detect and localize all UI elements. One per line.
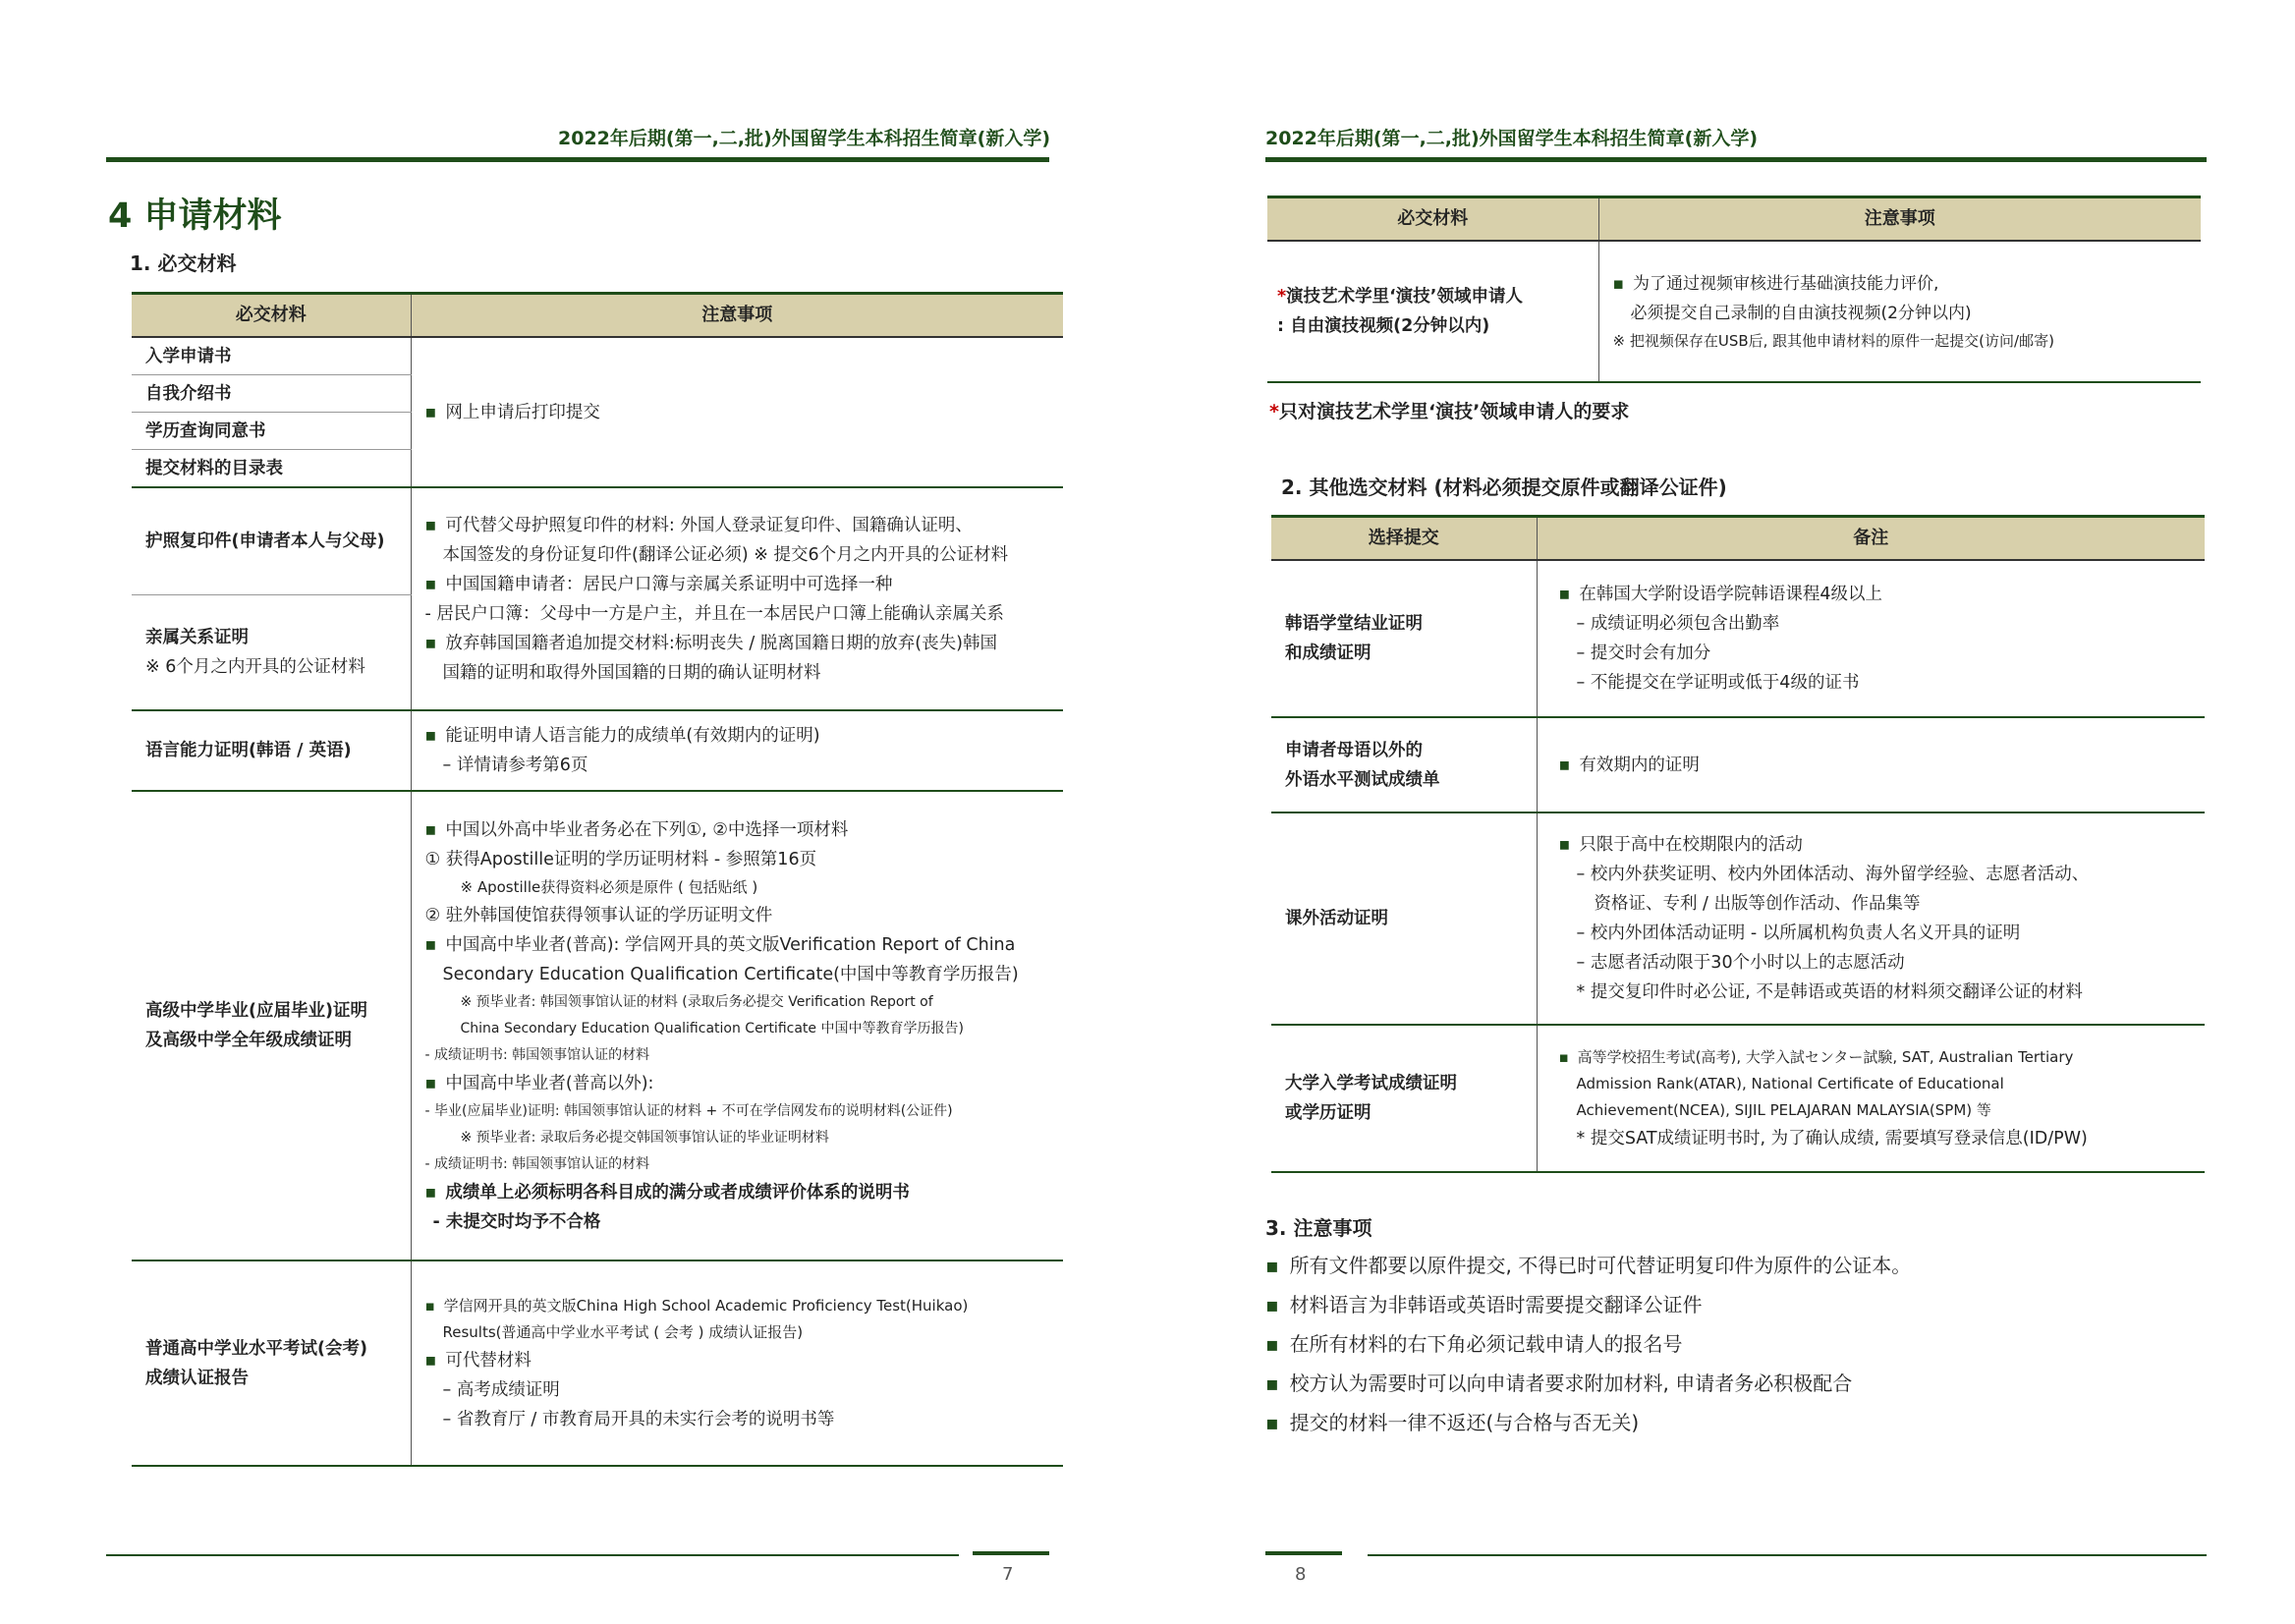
note-line: ▪ 学信网开具的英文版China High School Academic Proficiency Test(Huikao) — [425, 1293, 1064, 1319]
note-line: Results(普通高中学业水平考试 ( 会考 ) 成绩认证报告) — [442, 1322, 804, 1341]
table-header-row — [1267, 197, 2201, 242]
note-line: Admission Rank(ATAR), National Certificate of Educational — [1576, 1074, 2004, 1092]
note-line: 资格证、专利 / 出版等创作活动、作品集等 — [1594, 894, 1921, 914]
note-line: ▪ 为了通过视频审核进行基础演技能力评价, — [1613, 269, 2202, 299]
doc-materials-index: 提交材料的目录表 — [132, 450, 411, 488]
korean-label: 韩语学堂结业证明 — [1285, 614, 1423, 634]
huikao-label-cell — [132, 1260, 411, 1466]
list-item: ▪ 所有文件都要以原件提交, 不得已时可代替证明复印件为原件的公证本。 — [1265, 1246, 1911, 1285]
note-line: ▪ 中国高中毕业者(普高): 学信网开具的英文版Verification Report of China — [425, 930, 1064, 960]
table-row — [1267, 241, 2201, 382]
korean-label-cell — [1271, 560, 1537, 717]
list-item: ▪ 校方认为需要时可以向申请者要求附加材料, 申请者务必积极配合 — [1265, 1364, 1911, 1403]
relation-label-cell — [132, 595, 411, 711]
column-header: 备注 — [1537, 517, 2205, 561]
table-row — [1271, 717, 2205, 812]
note-line: ▪ 可代替父母护照复印件的材料: 外国人登录证复印件、国籍确认证明、 — [425, 511, 1064, 540]
foreign-lang-label: 申请者母语以外的 — [1285, 740, 1423, 760]
note-line: – 高考成绩证明 — [442, 1379, 560, 1400]
huikao-notes-cell — [411, 1260, 1063, 1466]
note-line: ▪ 能证明申请人语言能力的成绩单(有效期内的证明) — [425, 721, 1064, 751]
foreign-lang-label-cell — [1271, 717, 1537, 812]
language-label: 语言能力证明(韩语 / 英语) — [132, 710, 411, 791]
table-row — [1271, 812, 2205, 1025]
acting-label-cell — [1267, 241, 1598, 382]
foreign-lang-notes-cell — [1537, 717, 2205, 812]
table-row — [1271, 560, 2205, 717]
right-page — [1148, 0, 2295, 1624]
relation-label: 亲属关系证明 — [145, 628, 249, 647]
subsection-title: 3. 注意事项 — [1265, 1216, 1372, 1240]
passport-label: 护照复印件(申请者本人与父母) — [132, 487, 411, 595]
note-line: – 成绩证明必须包含出勤率 — [1576, 614, 1780, 634]
highschool-label-cell — [132, 791, 411, 1260]
subsection-title: 2. 其他选交材料 (材料必须提交原件或翻译公证件) — [1281, 476, 1727, 499]
note-line: ▪ 放弃韩国国籍者追加提交材料:标明丧失 / 脱离国籍日期的放弃(丧失)韩国 — [425, 629, 1064, 658]
doc-self-introduction: 自我介绍书 — [132, 375, 411, 413]
note-line: ▪ 可代替材料 — [425, 1346, 1064, 1375]
note-line: - 未提交时均予不合格 — [432, 1211, 601, 1232]
footer-rule-accent — [1265, 1551, 1342, 1555]
table-header-row — [1271, 517, 2205, 561]
running-header: 2022年后期(第一,二,批)外国留学生本科招生简章(新入学) — [558, 128, 1051, 149]
korean-notes-cell — [1537, 560, 2205, 717]
page-number: 8 — [1295, 1564, 1307, 1585]
header-rule — [1265, 157, 2207, 162]
acting-notes-cell — [1598, 241, 2201, 382]
highschool-label: 高级中学毕业(应届毕业)证明 — [145, 1001, 367, 1021]
passport-notes-cell — [411, 487, 1063, 710]
note-line: ▪ 在韩国大学附设语学院韩语课程4级以上 — [1559, 580, 2206, 609]
note-line: - 成绩证明书: 韩国领事馆认证的材料 — [424, 1155, 650, 1172]
footer-rule-accent — [973, 1551, 1049, 1555]
note-line: ▪ 中国国籍申请者：居民户口簿与亲属关系证明中可选择一种 — [425, 570, 1064, 599]
note-line: * 提交SAT成绩证明书时, 为了确认成绩, 需要填写登录信息(ID/PW) — [1576, 1128, 2088, 1148]
note-line: ② 驻外韩国使馆获得领事认证的学历证明文件 — [424, 905, 773, 925]
highschool-label: 及高级中学全年级成绩证明 — [145, 1031, 352, 1050]
online-note-cell — [411, 337, 1063, 487]
column-header: 必交材料 — [132, 294, 411, 338]
note-line: ▪ 高等学校招生考试(高考), 大学入試センター試験, SAT, Australian Tertiary — [1559, 1044, 2206, 1071]
note-line: ① 获得Apostille证明的学历证明材料 - 参照第16页 — [424, 849, 817, 869]
table-row — [132, 487, 1063, 595]
note-line: ※ 预毕业者: 录取后务必提交韩国领事馆认证的毕业证明材料 — [460, 1129, 829, 1146]
note-line: ※ 预毕业者: 韩国领事馆认证的材料 (录取后务必提交 Verification Report of — [460, 993, 933, 1010]
table-row — [132, 791, 1063, 1260]
note-line: 国籍的证明和取得外国国籍的日期的确认证明材料 — [442, 662, 821, 683]
note-line: Secondary Education Qualification Certificate(中国中等教育学历报告) — [442, 964, 1019, 984]
table-row — [132, 710, 1063, 791]
footer-rule — [1368, 1554, 2207, 1556]
acting-label-line — [1277, 282, 1598, 311]
list-item: ▪ 材料语言为非韩语或英语时需要提交翻译公证件 — [1265, 1285, 1911, 1324]
note-line: 必须提交自己录制的自由演技视频(2分钟以内) — [1630, 303, 1972, 323]
list-item: ▪ 提交的材料一律不返还(与合格与否无关) — [1265, 1403, 1911, 1442]
note-line: ▪ 中国高中毕业者(普高以外): — [425, 1069, 1064, 1098]
column-header: 注意事项 — [411, 294, 1063, 338]
exam-label: 或学历证明 — [1285, 1103, 1371, 1123]
remark-asterisk: * — [1269, 401, 1279, 422]
exam-label-cell — [1271, 1025, 1537, 1172]
note-line: ※ Apostille获得资料必须是原件 ( 包括贴纸 ) — [460, 877, 758, 896]
table-row — [1271, 1025, 2205, 1172]
column-header: 注意事项 — [1598, 197, 2201, 242]
note-line: Achievement(NCEA), SIJIL PELAJARAN MALAYSIA(SPM) 等 — [1576, 1100, 1991, 1119]
note-line: – 校内外团体活动证明 - 以所属机构负责人名义开具的证明 — [1576, 924, 2021, 943]
note-line: – 省教育厅 / 市教育局开具的未实行会考的说明书等 — [442, 1409, 835, 1429]
note-line: – 校内外获奖证明、校内外团体活动、海外留学经验、志愿者活动、 — [1576, 865, 2090, 884]
note-line: * 提交复印件时必公证, 不是韩语或英语的材料须交翻译公证的材料 — [1576, 982, 2083, 1002]
note-line: - 成绩证明书: 韩国领事馆认证的材料 — [424, 1046, 650, 1063]
huikao-label: 成绩认证报告 — [145, 1368, 249, 1388]
optional-materials-table — [1271, 515, 2205, 1173]
acting-remark — [1269, 397, 1629, 423]
table-header-row — [132, 294, 1063, 338]
section-title: 4 申请材料 — [108, 196, 282, 236]
table-row — [132, 337, 1063, 375]
list-item: ▪ 在所有材料的右下角必须记载申请人的报名号 — [1265, 1324, 1911, 1364]
acting-remark-text: 只对演技艺术学里‘演技’领域申请人的要求 — [1278, 401, 1630, 422]
running-header: 2022年后期(第一,二,批)外国留学生本科招生简章(新入学) — [1265, 128, 1759, 149]
doc-application-form: 入学申请书 — [132, 337, 411, 375]
note-line: 本国签发的身份证复印件(翻译公证必须) ※ 提交6个月之内开具的公证材料 — [442, 544, 1009, 565]
header-rule — [106, 157, 1049, 162]
note-line: ▪ 有效期内的证明 — [1559, 751, 2206, 780]
huikao-label: 普通高中学业水平考试(会考) — [145, 1338, 367, 1359]
page-number: 7 — [1002, 1564, 1014, 1585]
required-materials-table — [132, 292, 1063, 1467]
exam-label: 大学入学考试成绩证明 — [1285, 1074, 1457, 1093]
note-line: ▪ 成绩单上必须标明各科目成的满分或者成绩评价体系的说明书 — [425, 1178, 1064, 1207]
acting-label: 演技艺术学里‘演技’领域申请人 — [1286, 287, 1523, 307]
note-line: – 详情请参考第6页 — [442, 756, 588, 775]
highschool-notes-cell — [411, 791, 1063, 1260]
column-header: 选择提交 — [1271, 517, 1537, 561]
required-asterisk: * — [1277, 287, 1287, 307]
table-row — [132, 1260, 1063, 1466]
foreign-lang-label: 外语水平测试成绩单 — [1285, 769, 1440, 790]
footer-rule — [106, 1554, 959, 1556]
korean-label: 和成绩证明 — [1285, 644, 1371, 663]
doc-education-consent: 学历查询同意书 — [132, 413, 411, 450]
note-line: - 居民户口簿：父母中一方是户主，并且在一本居民户口簿上能确认亲属关系 — [424, 603, 1004, 624]
note-line: – 志愿者活动限于30个小时以上的志愿活动 — [1576, 953, 1905, 973]
extracurricular-notes-cell — [1537, 812, 2205, 1025]
caution-list — [1265, 1246, 1911, 1442]
note-line: ▪ 中国以外高中毕业者务必在下列①, ②中选择一项材料 — [425, 815, 1064, 845]
relation-sub: ※ 6个月之内开具的公证材料 — [145, 657, 365, 677]
note-line: ▪ 只限于高中在校期限内的活动 — [1559, 830, 2206, 860]
note-line: - 毕业(应届毕业)证明: 韩国领事馆认证的材料 + 不可在学信网发布的说明材料(公证件) — [424, 1102, 953, 1119]
acting-label: : 自由演技视频(2分钟以内) — [1277, 316, 1490, 336]
extracurricular-label: 课外活动证明 — [1271, 812, 1537, 1025]
acting-table — [1267, 196, 2201, 383]
note-line: – 不能提交在学证明或低于4级的证书 — [1576, 673, 1860, 693]
column-header: 必交材料 — [1267, 197, 1598, 242]
note-line: – 提交时会有加分 — [1576, 644, 1711, 663]
subsection-title: 1. 必交材料 — [130, 252, 237, 275]
online-note: ▪ 网上申请后打印提交 — [425, 398, 1064, 427]
exam-notes-cell — [1537, 1025, 2205, 1172]
language-notes-cell — [411, 710, 1063, 791]
note-line: China Secondary Education Qualification Certificate 中国中等教育学历报告) — [460, 1020, 964, 1036]
note-line: ※ 把视频保存在USB后, 跟其他申请材料的原件一起提交(访问/邮寄) — [1612, 331, 2054, 350]
